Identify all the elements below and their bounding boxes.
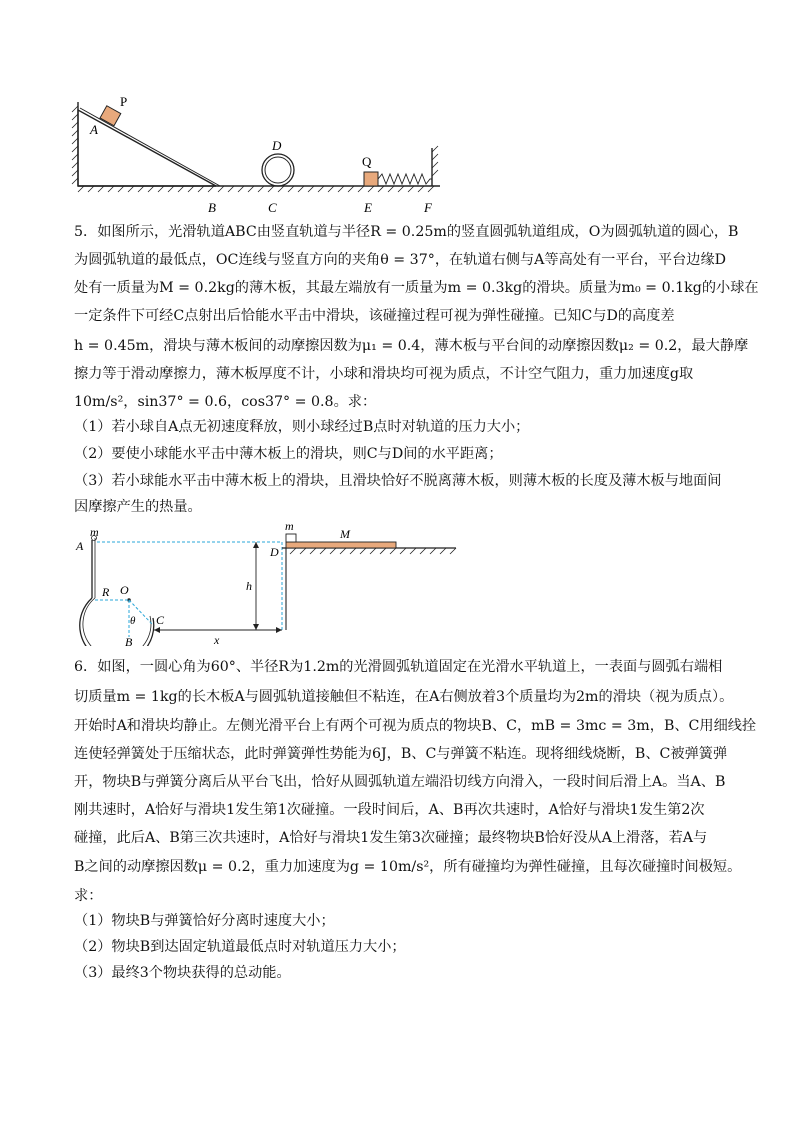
label-B2: B <box>125 635 133 646</box>
label-Q: Q <box>362 154 372 169</box>
label-A: A <box>90 122 98 137</box>
q5-sub-3-cont: 因摩擦产生的热量。 <box>74 499 202 515</box>
figure-1-incline-loop-spring <box>60 88 460 220</box>
label-P: P <box>120 94 128 109</box>
q6-sub-3: （3）最终3个物块获得的总动能。 <box>74 965 291 981</box>
q6-line-4: 连使轻弹簧处于压缩状态，此时弹簧弹性势能为6J，B、C与弹簧不粘连。现将细线烧断，B、C被弹簧弹 <box>74 746 728 762</box>
label-m-left: m <box>90 525 99 539</box>
q6-sub-2: （2）物块B到达固定轨道最低点时对轨道压力大小； <box>74 939 406 955</box>
q5-sub-1: （1）若小球自A点无初速度释放，则小球经过B点时对轨道的压力大小； <box>74 419 530 435</box>
q5-line-4: 一定条件下可经C点射出后恰能水平击中滑块，该碰撞过程可视为弹性碰撞。已知C与D的高度差 <box>74 308 675 324</box>
q6-line-2: 切质量m = 1kg的长木板A与圆弧轨道接触但不粘连，在A右侧放着3个质量均为2m的滑块（视为质点）。 <box>74 689 734 705</box>
q6-line-6: 刚共速时，A恰好与滑块1发生第1次碰撞。一段时间后，A、B再次共速时，A恰好与滑块1发生第2次 <box>74 802 705 818</box>
q6-line-1: 6．如图，一圆心角为60°、半径R为1.2m的光滑圆弧轨道固定在光滑水平轨道上，一表面与圆弧右端相 <box>74 659 723 675</box>
q6-line-3: 开始时A和滑块均静止。左侧光滑平台上有两个可视为质点的物块B、C，mB = 3mc = 3m，B、C用细线拴 <box>74 718 757 734</box>
label-C2: C <box>156 613 165 627</box>
q5-line-3: 处有一质量为M = 0.2kg的薄木板，其最左端放有一质量为m = 0.3kg的滑块。质量为m₀ = 0.1kg的小球在 <box>74 280 759 296</box>
label-D2: D <box>270 545 279 559</box>
q5-line-6: 擦力等于滑动摩擦力，薄木板厚度不计，小球和滑块均可视为质点，不计空气阻力，重力加速度g取 <box>74 366 694 382</box>
label-B: B <box>208 200 216 215</box>
label-theta: θ <box>130 615 136 627</box>
q5-line-1: 5．如图所示，光滑轨道ABC由竖直轨道与半径R = 0.25m的竖直圆弧轨道组成，O为圆弧轨道的圆心，B <box>74 224 739 240</box>
q5-line-5: h = 0.45m，滑块与薄木板间的动摩擦因数为μ₁ = 0.4，薄木板与平台间的动摩擦因数μ₂ = 0.2，最大静摩 <box>74 338 749 354</box>
label-O: O <box>120 583 129 597</box>
figure-2-circular-track-platform <box>70 518 470 646</box>
label-h: h <box>246 579 252 593</box>
label-M: M <box>340 527 350 541</box>
label-C: C <box>268 200 277 215</box>
q6-sub-1: （1）物块B与弹簧恰好分离时速度大小； <box>74 913 335 929</box>
q6-line-5: 开，物块B与弹簧分离后从平台飞出，恰好从圆弧轨道左端沿切线方向滑入，一段时间后滑上A。当A、B <box>74 774 726 790</box>
q5-sub-3: （3）若小球能水平击中薄木板上的滑块，且滑块恰好不脱离薄木板，则薄木板的长度及薄木板与地面间 <box>74 473 722 489</box>
label-x: x <box>214 633 220 646</box>
q5-line-2: 为圆弧轨道的最低点，OC连线与竖直方向的夹角θ = 37°，在轨道右侧与A等高处有一平台，平台边缘D <box>74 252 727 268</box>
label-E: E <box>364 200 372 215</box>
label-A2: A <box>76 539 84 553</box>
label-F: F <box>424 200 432 215</box>
label-m-right: m <box>285 519 294 533</box>
q6-line-9: 求： <box>74 888 103 904</box>
label-D: D <box>272 138 282 153</box>
label-R: R <box>102 585 110 599</box>
q6-line-7: 碰撞，此后A、B第三次共速时，A恰好与滑块1发生第3次碰撞；最终物块B恰好没从A上滑落，若A与 <box>74 830 708 846</box>
q6-line-8: B之间的动摩擦因数μ = 0.2，重力加速度为g = 10m/s²，所有碰撞均为弹性碰撞，且每次碰撞时间极短。 <box>74 859 742 875</box>
q5-line-7: 10m/s²，sin37° = 0.6，cos37° = 0.8。求： <box>74 394 377 410</box>
q5-sub-2: （2）要使小球能水平击中薄木板上的滑块，则C与D间的水平距离； <box>74 446 503 462</box>
